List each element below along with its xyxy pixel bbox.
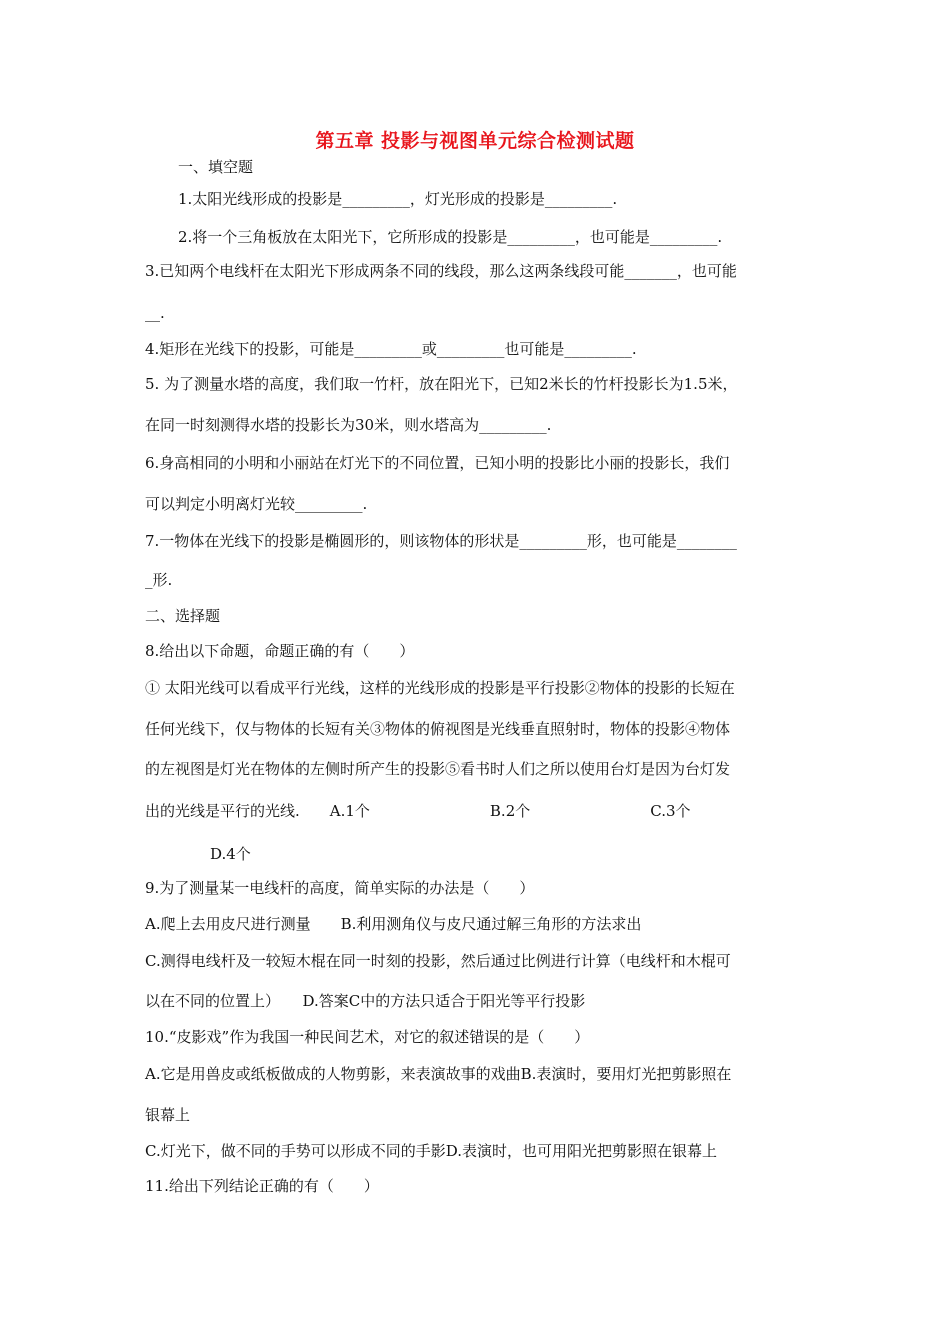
question-10: 10.“皮影戏”作为我国一种民间艺术，对它的叙述错误的是（ ） bbox=[145, 1028, 590, 1046]
question-4: 4.矩形在光线下的投影，可能是_________或_________也可能是_________. bbox=[145, 340, 637, 358]
question-5-line-1: 5. 为了测量水塔的高度，我们取一竹杆，放在阳光下，已知2米长的竹杆投影长为1.5米， bbox=[145, 375, 738, 393]
question-3-line-2: __. bbox=[145, 304, 165, 322]
section-choice-heading: 二、选择题 bbox=[145, 607, 221, 625]
question-9-line-1: A.爬上去用皮尺进行测量 B.利用测角仪与皮尺通过解三角形的方法求出 bbox=[145, 915, 642, 933]
question-8-line-4: 出的光线是平行的光线. A.1个 B.2个 C.3个 bbox=[145, 802, 691, 820]
question-8: 8.给出以下命题，命题正确的有（ ） bbox=[145, 642, 415, 660]
section-fill-in-heading: 一、填空题 bbox=[178, 158, 254, 176]
page-title: 第五章 投影与视图单元综合检测试题 bbox=[315, 130, 635, 152]
question-6-line-1: 6.身高相同的小明和小丽站在灯光下的不同位置，已知小明的投影比小丽的投影长，我们 bbox=[145, 454, 730, 472]
question-9: 9.为了测量某一电线杆的高度，简单实际的办法是（ ） bbox=[145, 879, 535, 897]
question-10-line-3: C.灯光下，做不同的手势可以形成不同的手影D.表演时，也可用阳光把剪影照在银幕上 bbox=[145, 1142, 717, 1160]
question-11: 11.给出下列结论正确的有（ ） bbox=[145, 1177, 379, 1195]
question-5-line-2: 在同一时刻测得水塔的投影长为30米，则水塔高为_________. bbox=[145, 416, 552, 434]
question-8-option-d: D.4个 bbox=[210, 845, 251, 863]
question-9-line-2: C.测得电线杆及一较短木棍在同一时刻的投影，然后通过比例进行计算（电线杆和木棍可 bbox=[145, 952, 731, 970]
question-1: 1.太阳光线形成的投影是_________，灯光形成的投影是_________. bbox=[178, 190, 618, 208]
question-8-line-2: 任何光线下，仅与物体的长短有关③物体的俯视图是光线垂直照射时，物体的投影④物体 bbox=[145, 720, 731, 738]
question-2: 2.将一个三角板放在太阳光下，它所形成的投影是_________，也可能是_________. bbox=[178, 228, 723, 246]
question-7-line-2: _形. bbox=[145, 571, 173, 589]
question-8-line-3: 的左视图是灯光在物体的左侧时所产生的投影⑤看书时人们之所以使用台灯是因为台灯发 bbox=[145, 760, 731, 778]
question-10-line-2: 银幕上 bbox=[145, 1106, 191, 1124]
question-9-line-3: 以在不同的位置上） D.答案C中的方法只适合于阳光等平行投影 bbox=[145, 992, 586, 1010]
question-7-line-1: 7.一物体在光线下的投影是椭圆形的，则该物体的形状是_________形，也可能是________ bbox=[145, 532, 737, 550]
question-6-line-2: 可以判定小明离灯光较_________. bbox=[145, 495, 368, 513]
question-10-line-1: A.它是用兽皮或纸板做成的人物剪影，来表演故事的戏曲B.表演时，要用灯光把剪影照在 bbox=[145, 1065, 732, 1083]
question-8-line-1: ① 太阳光线可以看成平行光线，这样的光线形成的投影是平行投影②物体的投影的长短在 bbox=[145, 679, 735, 697]
question-3-line-1: 3.已知两个电线杆在太阳光下形成两条不同的线段，那么这两条线段可能_______，也可能 bbox=[145, 262, 737, 280]
